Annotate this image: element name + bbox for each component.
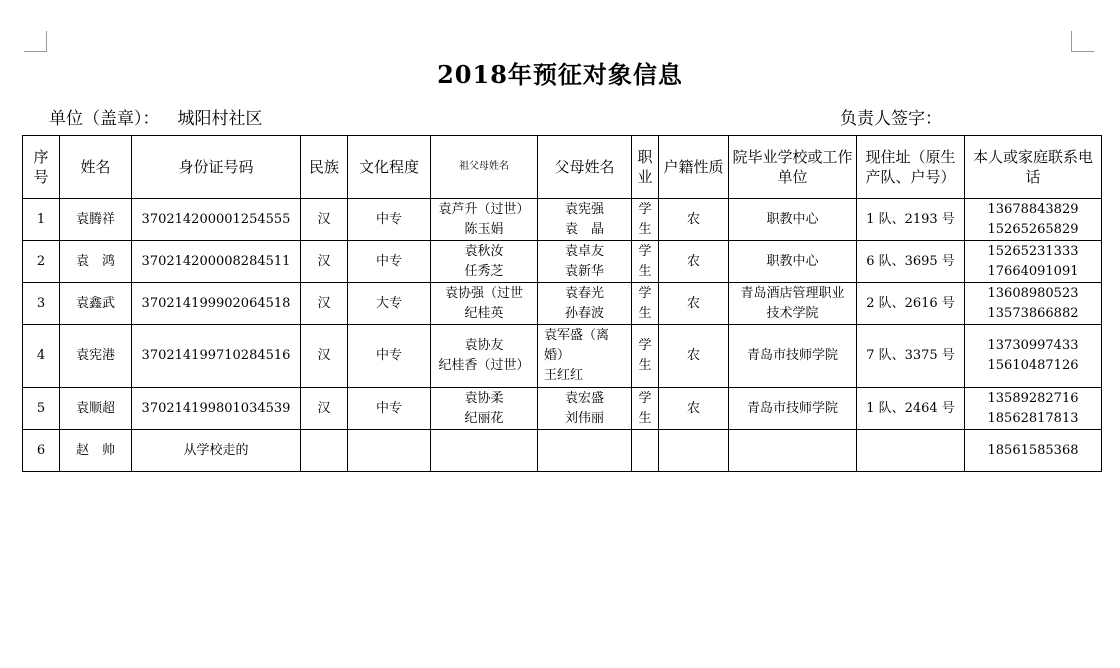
unit-line xyxy=(49,104,263,129)
page-corner-mark-right xyxy=(1071,31,1094,52)
cell-grandparents: 袁秋汝 任秀芝 xyxy=(431,241,538,283)
cell-school: 职教中心 xyxy=(729,241,857,283)
cell-ethnic: 汉 xyxy=(301,388,348,430)
cell-seq: 1 xyxy=(23,199,60,241)
cell-id: 从学校走的 xyxy=(132,430,301,472)
cell-parents xyxy=(538,430,632,472)
cell-seq: 4 xyxy=(23,325,60,388)
cell-phone: 13730997433 15610487126 xyxy=(965,325,1102,388)
cell-parents: 袁卓友 袁新华 xyxy=(538,241,632,283)
cell-parents: 袁军盛（离 婚） 王红红 xyxy=(538,325,632,388)
cell-job: 学生 xyxy=(632,325,659,388)
unit-value: 城阳村社区 xyxy=(177,109,263,129)
cell-edu xyxy=(348,430,431,472)
cell-address: 1 队、2193 号 xyxy=(857,199,965,241)
cell-id: 370214200001254555 xyxy=(132,199,301,241)
header-job: 职业 xyxy=(632,136,659,199)
header-edu: 文化程度 xyxy=(348,136,431,199)
header-id: 身份证号码 xyxy=(132,136,301,199)
cell-ethnic xyxy=(301,430,348,472)
cell-household: 农 xyxy=(659,199,729,241)
header-household: 户籍性质 xyxy=(659,136,729,199)
table-row xyxy=(23,430,1102,472)
header-ethnic: 民族 xyxy=(301,136,348,199)
cell-household: 农 xyxy=(659,388,729,430)
table-row xyxy=(23,283,1102,325)
cell-job: 学生 xyxy=(632,283,659,325)
unit-label: 单位（盖章）： xyxy=(49,109,160,129)
cell-phone: 13589282716 18562817813 xyxy=(965,388,1102,430)
cell-address: 1 队、2464 号 xyxy=(857,388,965,430)
cell-seq: 2 xyxy=(23,241,60,283)
cell-school: 职教中心 xyxy=(729,199,857,241)
cell-id: 370214200008284511 xyxy=(132,241,301,283)
cell-school: 青岛酒店管理职业 技术学院 xyxy=(729,283,857,325)
cell-grandparents: 袁协柔 纪丽花 xyxy=(431,388,538,430)
cell-school: 青岛市技师学院 xyxy=(729,325,857,388)
cell-seq: 5 xyxy=(23,388,60,430)
header-grandparents: 祖父母姓名 xyxy=(431,136,538,199)
cell-household xyxy=(659,430,729,472)
cell-edu: 中专 xyxy=(348,241,431,283)
header-seq: 序号 xyxy=(23,136,60,199)
document-title: 2018年预征对象信息 xyxy=(437,60,683,89)
cell-grandparents: 袁协强（过世 纪桂英 xyxy=(431,283,538,325)
cell-name: 赵 帅 xyxy=(60,430,132,472)
header-address: 现住址（原生产队、户号） xyxy=(857,136,965,199)
cell-ethnic: 汉 xyxy=(301,241,348,283)
header-parents: 父母姓名 xyxy=(538,136,632,199)
cell-parents: 袁春光 孙春波 xyxy=(538,283,632,325)
cell-school xyxy=(729,430,857,472)
table-row xyxy=(23,199,1102,241)
cell-seq: 3 xyxy=(23,283,60,325)
cell-address xyxy=(857,430,965,472)
cell-edu: 中专 xyxy=(348,199,431,241)
cell-address: 7 队、3375 号 xyxy=(857,325,965,388)
table-row xyxy=(23,241,1102,283)
cell-school: 青岛市技师学院 xyxy=(729,388,857,430)
cell-phone: 13608980523 13573866882 xyxy=(965,283,1102,325)
cell-address: 6 队、3695 号 xyxy=(857,241,965,283)
cell-household: 农 xyxy=(659,325,729,388)
cell-job xyxy=(632,430,659,472)
cell-id: 370214199710284516 xyxy=(132,325,301,388)
recruit-info-table xyxy=(22,135,1102,472)
cell-job: 学生 xyxy=(632,241,659,283)
cell-name: 袁宪港 xyxy=(60,325,132,388)
page-corner-mark-left xyxy=(24,31,47,52)
cell-phone: 13678843829 15265265829 xyxy=(965,199,1102,241)
cell-ethnic: 汉 xyxy=(301,283,348,325)
cell-edu: 中专 xyxy=(348,325,431,388)
table-header-row xyxy=(23,136,1102,199)
cell-job: 学生 xyxy=(632,388,659,430)
table-row xyxy=(23,388,1102,430)
cell-edu: 中专 xyxy=(348,388,431,430)
cell-edu: 大专 xyxy=(348,283,431,325)
cell-seq: 6 xyxy=(23,430,60,472)
cell-grandparents: 袁协友 纪桂香（过世） xyxy=(431,325,538,388)
cell-id: 370214199902064518 xyxy=(132,283,301,325)
cell-phone: 15265231333 17664091091 xyxy=(965,241,1102,283)
cell-parents: 袁宪强 袁 晶 xyxy=(538,199,632,241)
cell-address: 2 队、2616 号 xyxy=(857,283,965,325)
cell-job: 学生 xyxy=(632,199,659,241)
header-phone: 本人或家庭联系电话 xyxy=(965,136,1102,199)
header-name: 姓名 xyxy=(60,136,132,199)
cell-household: 农 xyxy=(659,241,729,283)
table-row xyxy=(23,325,1102,388)
header-school: 院毕业学校或工作单位 xyxy=(729,136,857,199)
cell-ethnic: 汉 xyxy=(301,199,348,241)
cell-grandparents: 袁芦升（过世） 陈玉娟 xyxy=(431,199,538,241)
cell-grandparents xyxy=(431,430,538,472)
cell-name: 袁 鸿 xyxy=(60,241,132,283)
cell-ethnic: 汉 xyxy=(301,325,348,388)
signature-label: 负责人签字： xyxy=(840,109,942,129)
cell-name: 袁腾祥 xyxy=(60,199,132,241)
cell-name: 袁顺超 xyxy=(60,388,132,430)
cell-id: 370214199801034539 xyxy=(132,388,301,430)
cell-phone: 18561585368 xyxy=(965,430,1102,472)
cell-household: 农 xyxy=(659,283,729,325)
cell-name: 袁鑫武 xyxy=(60,283,132,325)
cell-parents: 袁宏盛 刘伟丽 xyxy=(538,388,632,430)
